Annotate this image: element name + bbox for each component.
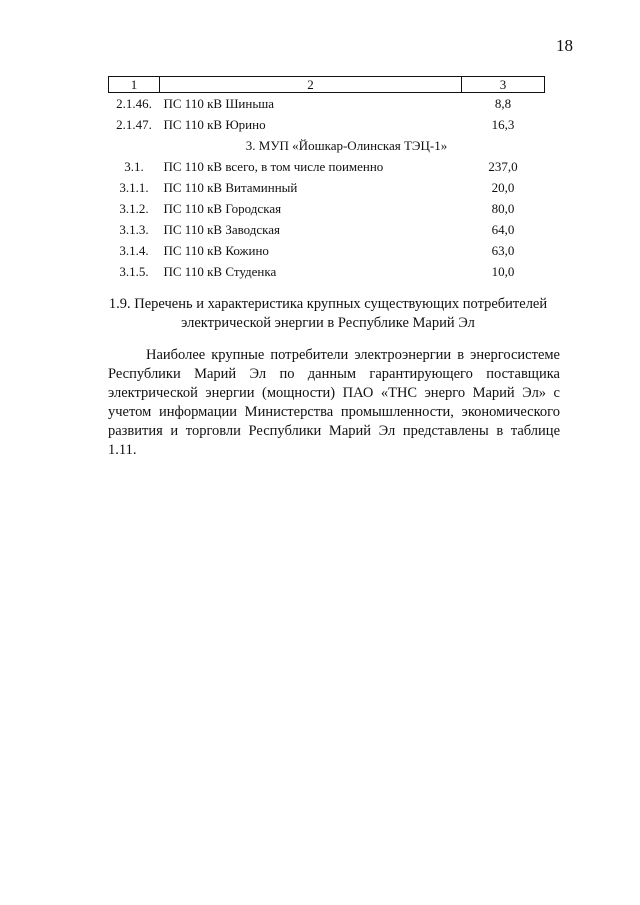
row-number: 2.1.46. xyxy=(116,96,152,111)
row-name: ПС 110 кВ Студенка xyxy=(163,264,277,279)
table-header-cell: 2 xyxy=(160,77,462,93)
table-row xyxy=(109,261,545,282)
section-heading xyxy=(96,295,560,333)
section-heading-line: электрической энергии в Республике Марий Эл xyxy=(181,315,475,331)
row-value: 20,0 xyxy=(491,180,515,195)
row-value: 80,0 xyxy=(491,201,515,216)
table-row xyxy=(109,93,545,115)
row-name: ПС 110 кВ всего, в том числе поименно xyxy=(163,159,384,174)
table-row xyxy=(109,219,545,240)
table-row xyxy=(109,177,545,198)
row-value: 8,8 xyxy=(494,96,512,111)
body-text xyxy=(108,346,560,460)
table-header-cell: 3 xyxy=(462,77,545,93)
row-name: ПС 110 кВ Кожино xyxy=(163,243,269,258)
row-name: ПС 110 кВ Витаминный xyxy=(163,180,298,195)
row-value: 237,0 xyxy=(488,159,518,174)
row-value: 16,3 xyxy=(491,117,515,132)
section-title: 3. МУП «Йошкар-Олинская ТЭЦ-1» xyxy=(245,138,448,153)
data-table xyxy=(108,76,545,282)
row-value: 64,0 xyxy=(491,222,515,237)
row-name: ПС 110 кВ Заводская xyxy=(163,222,281,237)
table-row xyxy=(109,156,545,177)
row-name: ПС 110 кВ Юрино xyxy=(163,117,266,132)
row-value: 10,0 xyxy=(491,264,515,279)
row-number: 2.1.47. xyxy=(116,117,152,132)
table-section-row xyxy=(109,135,545,156)
section-heading-line: 1.9. Перечень и характеристика крупных существующих потребителей xyxy=(108,296,548,312)
row-number: 3.1.5. xyxy=(119,264,149,279)
row-number: 3.1.1. xyxy=(119,180,149,195)
table-row xyxy=(109,240,545,261)
row-number: 3.1.4. xyxy=(119,243,149,258)
row-number: 3.1. xyxy=(124,159,144,174)
row-number: 3.1.2. xyxy=(119,201,149,216)
table-row xyxy=(109,114,545,135)
row-number: 3.1.3. xyxy=(119,222,149,237)
table-row xyxy=(109,198,545,219)
table-header-cell: 1 xyxy=(109,77,160,93)
row-name: ПС 110 кВ Городская xyxy=(163,201,282,216)
row-name: ПС 110 кВ Шиньша xyxy=(163,96,275,111)
page-number: 18 xyxy=(556,36,573,55)
table-header-row xyxy=(109,77,545,93)
row-value: 63,0 xyxy=(491,243,515,258)
paragraph: Наиболее крупные потребители электроэнергии в энергосистеме Республики Марий Эл по данным гарантирующего поставщика электрической энергии (мощности) ПАО «ТНС энерго Марий Эл» с учетом информации Министерства промышленности, экономического развития и торговли Республики Марий Эл представлены в таблице 1.11. xyxy=(108,347,560,458)
